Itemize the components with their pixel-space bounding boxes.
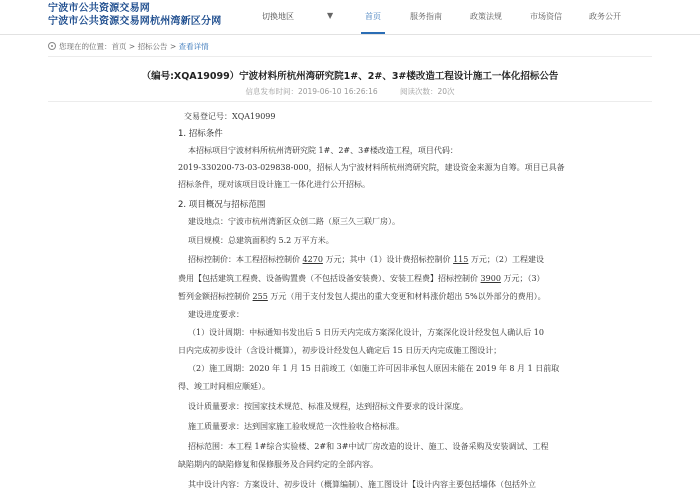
breadcrumb-prefix: 您现在的位置： xyxy=(59,42,112,51)
registration-number: 交易登记号：XQA19099 xyxy=(184,112,276,121)
nav-market-credit[interactable]: 市场资信 xyxy=(530,12,562,21)
price-text: 万元；（2）工程建设 xyxy=(470,255,545,264)
paragraph-line: 2019-330200-73-03-029838-000，招标人为宁波材料所杭州湾研究院，建设资金来源为自筹。项目已具备 xyxy=(178,163,565,172)
region-switch[interactable]: 切换地区 xyxy=(262,12,294,21)
logo-subtitle: 宁波市公共资源交易网杭州湾新区分网 xyxy=(48,16,222,27)
price-value: 115 xyxy=(453,255,469,264)
paragraph-line: 招标范围：本工程 1#综合实验楼、2#和 3#中试厂房改造的设计、施工、设备采购及安装调试、工程 xyxy=(188,442,549,451)
breadcrumb-home[interactable]: 首页 xyxy=(111,42,127,51)
site-header xyxy=(0,0,700,34)
paragraph-line xyxy=(178,274,545,284)
publish-time: 信息发布时间：2019-06-10 16:26:16 xyxy=(245,87,378,96)
price-text: 费用【包括建筑工程费、设备购置费（不包括设备安装费）、安装工程费】招标控制价 xyxy=(178,274,478,283)
header-divider xyxy=(0,34,700,35)
page-title: （编号:XQA19099）宁波材料所杭州湾研究院1#、2#、3#楼改造工程设计施工一体化招标公告 xyxy=(141,71,559,82)
breadcrumb-sep: > xyxy=(167,42,179,51)
paragraph-line xyxy=(188,255,544,265)
view-count: 阅读次数：20次 xyxy=(400,87,455,96)
breadcrumb-divider xyxy=(48,56,652,57)
meta-divider xyxy=(48,101,652,102)
paragraph-line: 得、竣工时间相应顺延）。 xyxy=(178,382,270,391)
paragraph-line: 其中设计内容：方案设计、初步设计（概算编制）、施工图设计【设计内容主要包括墙体（包括外立 xyxy=(188,480,536,489)
paragraph-line: 本招标项目宁波材料所杭州湾研究院 1#、2#、3#楼改造工程，项目代码： xyxy=(188,146,458,155)
caret-down-icon[interactable]: ▼ xyxy=(327,11,334,20)
paragraph-line: （1）设计周期：中标通知书发出后 5 日历天内完成方案深化设计，方案深化设计经发包人确认后 10 xyxy=(188,328,544,337)
nav-home[interactable]: 首页 xyxy=(365,0,381,34)
paragraph-line: 日内完成初步设计（含设计概算），初步设计经发包人确定后 15 日历天内完成施工图设计； xyxy=(178,346,502,355)
price-value: 255 xyxy=(252,292,268,301)
price-value: 4270 xyxy=(302,255,323,264)
article-meta xyxy=(0,86,700,97)
paragraph-line: 项目规模：总建筑面积约 5.2 万平方米。 xyxy=(188,236,334,245)
price-text: 万元；（3） xyxy=(503,274,545,283)
location-pin-icon xyxy=(48,42,56,50)
paragraph-line xyxy=(178,292,546,302)
paragraph-line: 缺陷期内的缺陷修复和保修服务及合同约定的全部内容。 xyxy=(178,460,378,469)
nav-policies[interactable]: 政策法规 xyxy=(470,12,502,21)
price-text: 暂列金额招标控制价 xyxy=(178,292,250,301)
price-text: 招标控制价：本工程招标控制价 xyxy=(188,255,300,264)
nav-gov-affairs[interactable]: 政务公开 xyxy=(589,12,621,21)
paragraph-line: 设计质量要求：按国家技术规范、标准及规程，达到招标文件要求的设计深度。 xyxy=(188,402,468,411)
paragraph-line: 招标条件，现对该项目设计施工一体化进行公开招标。 xyxy=(178,180,370,189)
price-text: 万元；其中（1）设计费招标控制价 xyxy=(325,255,451,264)
breadcrumb-current: 查看详情 xyxy=(178,42,209,51)
site-logo[interactable] xyxy=(48,2,221,28)
breadcrumb-sep: > xyxy=(126,42,138,51)
breadcrumb-section[interactable]: 招标公告 xyxy=(137,42,168,51)
paragraph-line: 建设地点：宁波市杭州湾新区众创二路（原三久三联厂房）。 xyxy=(188,217,400,226)
nav-service-guide[interactable]: 服务指南 xyxy=(410,12,442,21)
paragraph-line: 施工质量要求：达到国家施工验收规范一次性验收合格标准。 xyxy=(188,422,404,431)
price-text: 万元（用于支付发包人提出的重大变更和材料涨价超出 5%以外部分的费用）。 xyxy=(270,292,546,301)
paragraph-line: 建设进度要求： xyxy=(188,310,244,319)
section-heading: 2. 项目概况与招标范围 xyxy=(178,200,266,210)
price-value: 3900 xyxy=(480,274,501,283)
section-heading: 1. 招标条件 xyxy=(178,129,223,139)
paragraph-line: （2）施工周期：2020 年 1 月 15 日前竣工（如施工许可因非承包人原因未能在 2019 年 8 月 1 日前取 xyxy=(188,364,560,373)
breadcrumb xyxy=(48,42,209,52)
logo-title: 宁波市公共资源交易网 xyxy=(48,3,150,14)
